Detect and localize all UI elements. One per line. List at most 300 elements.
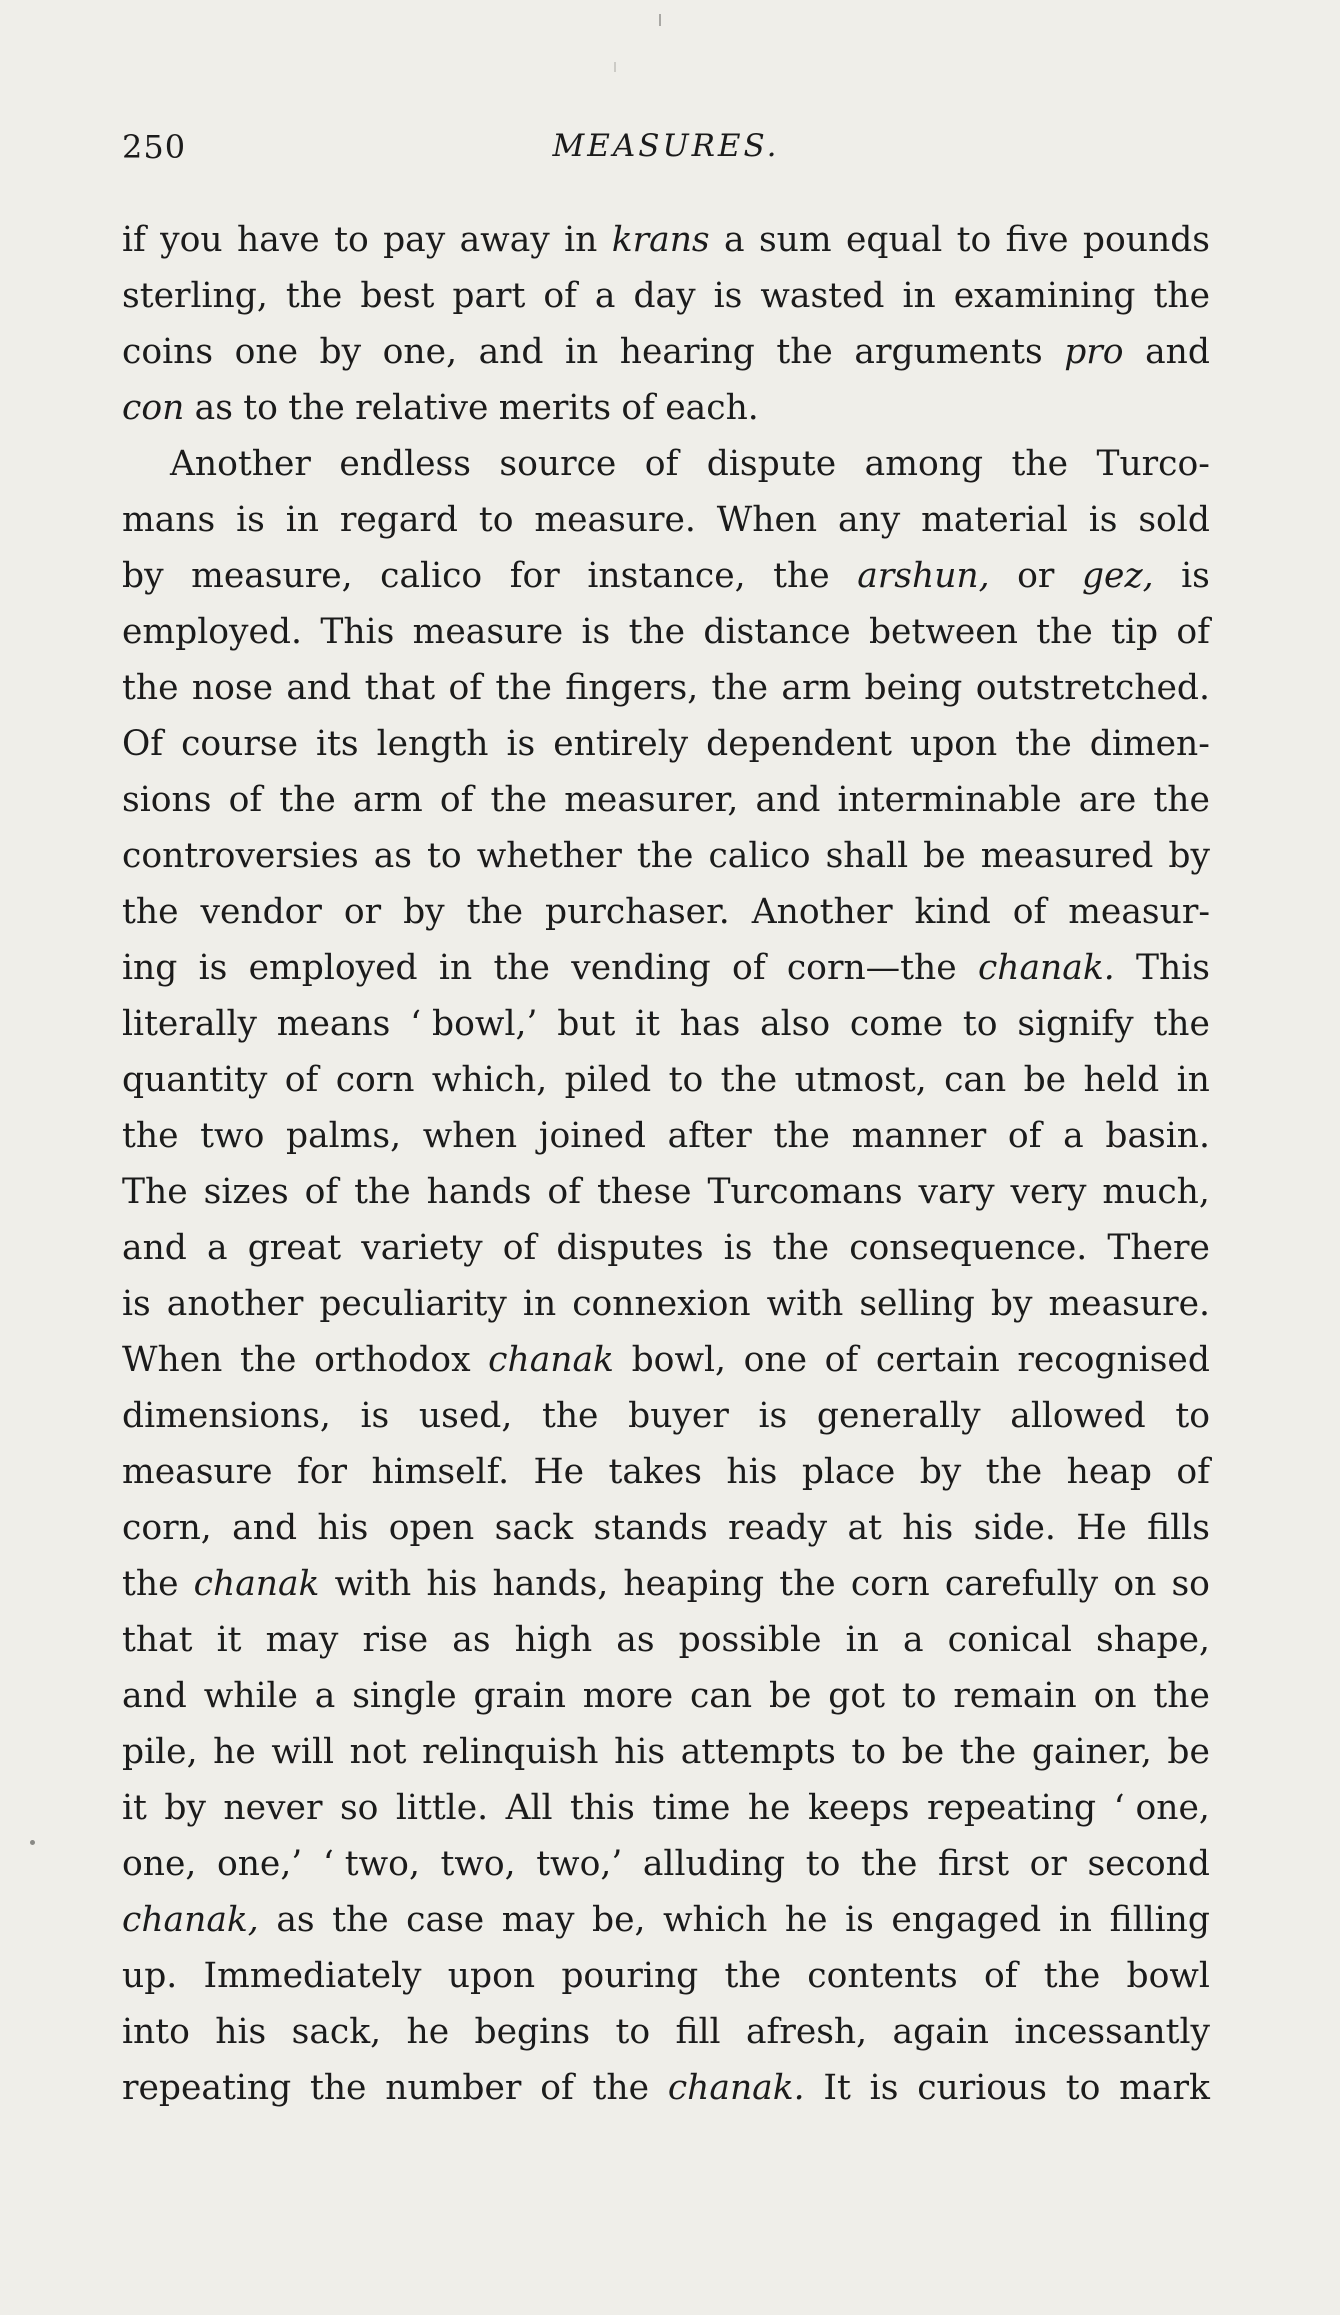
word: ‘ one, [1113,1788,1210,1828]
word: connexion [572,1284,751,1324]
word: a [594,276,616,316]
word: be, [592,1900,646,1940]
word: shall [825,836,909,876]
word: piled [564,1060,652,1100]
word: of [439,780,474,820]
word: may [265,1620,339,1660]
word: or [1029,1844,1067,1884]
text-line [122,1220,1210,1276]
word: another [166,1284,304,1324]
word: place [801,1452,896,1492]
word: case [406,1900,485,1940]
word: a [314,1676,336,1716]
text-line [122,548,1210,604]
word: by [164,1788,206,1828]
word: arguments [854,332,1043,372]
word: calico [708,836,811,876]
text-line [122,212,1210,268]
word: is [845,1900,874,1940]
italic-word: chanak. [667,2068,805,2108]
word: it [122,1788,147,1828]
word: shape, [1096,1620,1210,1660]
word: held [1083,1060,1160,1100]
word: variety [361,1228,483,1268]
text-line [122,1276,1210,1332]
word: and [478,332,544,372]
text-line [122,884,1210,940]
word: a [1063,1116,1084,1156]
word: heap [1066,1452,1152,1492]
word: in [902,276,936,316]
word: second [1087,1844,1210,1884]
word: by [319,332,362,372]
word: of [732,948,766,988]
word: of [547,1172,581,1212]
word: at [847,1508,882,1548]
word: of [1012,892,1047,932]
word: All [505,1788,553,1828]
word: in [285,500,319,540]
word: heaping [623,1564,765,1604]
word: distance [703,612,851,652]
word: to [615,2012,651,2052]
word: ing [122,948,178,988]
text-line [122,1332,1210,1388]
word: hearing [619,332,755,372]
word: the [493,948,550,988]
word: one [743,1340,808,1380]
page-header [122,128,1210,178]
text-line [122,1948,1210,2004]
word: orthodox [314,1340,471,1380]
word: two,’ [536,1844,623,1884]
word: has [679,1004,741,1044]
word: is [198,948,228,988]
word: and [122,1228,187,1268]
word: not [349,1732,407,1772]
word: basin. [1105,1116,1210,1156]
word: the [1011,444,1068,484]
word: ready [728,1508,828,1548]
word: the [592,2068,650,2108]
word: examining [953,276,1136,316]
word: of [1176,612,1210,652]
word: the [332,1900,389,1940]
word: arm [352,780,423,820]
text-line [122,2060,1210,2116]
word: up. [122,1956,178,1996]
word: side. [973,1508,1056,1548]
word: is [1181,556,1210,596]
italic-word: chanak, [122,1900,259,1940]
word: the [279,780,336,820]
word: Turcomans [707,1172,903,1212]
word: one,’ [216,1844,303,1884]
word: sack [494,1508,574,1548]
word: if [122,220,146,260]
word: corn, [122,1508,212,1548]
word: It [823,2068,851,2108]
word: day [633,276,696,316]
word: to [243,388,278,428]
word: single [352,1676,457,1716]
word: little. [395,1788,489,1828]
word: as [276,1900,315,1940]
word: interminable [837,780,1062,820]
word: is [869,2068,899,2108]
word: with [766,1284,844,1324]
text-line [122,324,1210,380]
word: by [1168,836,1210,876]
word: in [1058,1900,1093,1940]
text-line [122,1892,1210,1948]
word: the [711,668,769,708]
word: much, [1102,1172,1210,1212]
word: He [1076,1508,1127,1548]
text-line [122,436,1210,492]
word: consequence. [849,1228,1088,1268]
italic-word: chanak. [977,948,1115,988]
word: to [427,836,462,876]
text-line [122,1724,1210,1780]
word: for [509,556,560,596]
word: first [937,1844,1010,1884]
word: signify [1017,1004,1134,1044]
word: is [1088,500,1118,540]
word: his [317,1508,369,1548]
word: the [1043,1956,1101,1996]
word: used, [418,1396,513,1436]
word: keeps [807,1788,910,1828]
text-line [122,660,1210,716]
word: you [160,220,223,260]
word: dispute [706,444,837,484]
word: employed. [122,612,302,652]
word: There [1107,1228,1210,1268]
word: literally [122,1004,257,1044]
word: in [564,220,598,260]
margin-speck [30,1840,35,1845]
word: measur- [1068,892,1210,932]
word: to [956,220,992,260]
word: the [541,1396,599,1436]
word: recognised [1017,1340,1210,1380]
word: it [635,1004,661,1044]
word: fill [675,2012,721,2052]
word: measure [412,612,564,652]
word: filling [1109,1900,1210,1940]
word: being [864,668,963,708]
word: his [426,1564,478,1604]
word: this [570,1788,635,1828]
word: the [285,276,343,316]
word: utmost, [794,1060,927,1100]
word: have [237,220,320,260]
word: any [837,500,901,540]
text-line [122,940,1210,996]
word: sack, [291,2012,382,2052]
word: while [203,1676,298,1716]
word: peculiarity [319,1284,507,1324]
word: equal [845,220,943,260]
scan-mark-upper [614,62,616,72]
word: measure [122,1452,273,1492]
word: he [747,1788,791,1828]
scan-mark-top [659,14,661,26]
word: is [723,1228,753,1268]
word: relative [355,388,489,428]
word: is [360,1396,390,1436]
text-line [122,380,1210,436]
word: his [215,2012,267,2052]
word: away [459,220,550,260]
word: the [1153,276,1210,316]
word: measure. [1048,1284,1210,1324]
italic-word: arshun, [857,556,990,596]
word: Another [170,444,311,484]
word: grain [473,1676,566,1716]
word: corn—the [786,948,957,988]
word: the [1036,612,1093,652]
word: pile, [122,1732,198,1772]
italic-word: krans [611,220,710,260]
word: of [644,444,679,484]
word: ‘ two, [322,1844,420,1884]
word: pounds [1082,220,1210,260]
word: wasted [760,276,885,316]
word: it [216,1620,242,1660]
word: certain [875,1340,1000,1380]
word: but [557,1004,616,1044]
word: to [668,1060,704,1100]
word: the [122,892,179,932]
word: pay [383,220,446,260]
word: as [373,836,413,876]
word: into [122,2012,190,2052]
word: in [1176,1060,1210,1100]
word: conical [947,1620,1072,1660]
word: buyer [628,1396,729,1436]
word: remain [953,1676,1077,1716]
word: the [772,1228,830,1268]
word: alluding [642,1844,786,1884]
word: repeating [926,1788,1097,1828]
word: tip [1111,612,1159,652]
word: the [466,892,524,932]
word: disputes [556,1228,704,1268]
word: and [122,1676,187,1716]
word: palms, [286,1116,402,1156]
word: This [1135,948,1210,988]
text-line [122,1108,1210,1164]
word: the [288,388,345,428]
word: fingers, [565,668,699,708]
word: course [181,724,298,764]
word: on [1093,1676,1137,1716]
word: When [122,1340,223,1380]
word: corn [335,1060,415,1100]
word: these [596,1172,692,1212]
word: dependent [706,724,892,764]
word: are [1078,780,1137,820]
word: repeating [122,2068,292,2108]
word: joined [538,1116,647,1156]
word: He [533,1452,585,1492]
word: the [1153,1676,1210,1716]
text-line [122,996,1210,1052]
word: and [232,1508,298,1548]
word: two [200,1116,265,1156]
word: of [1007,1116,1042,1156]
word: Another [751,892,893,932]
word: that [364,668,436,708]
word: the [773,556,830,596]
word: measured [980,836,1154,876]
word: which [663,1900,768,1940]
text-line [122,1556,1210,1612]
word: one, [382,332,458,372]
text-line [122,604,1210,660]
word: dimen- [1089,724,1210,764]
word: and [286,668,352,708]
word: the [628,612,686,652]
word: Of [122,724,164,764]
word: himself. [371,1452,510,1492]
word: after [667,1116,752,1156]
word: be [1023,1060,1067,1100]
word: afresh, [745,2012,868,2052]
word: to [805,1844,841,1884]
word: the [959,1732,1017,1772]
word: by [403,892,445,932]
word: got [828,1676,886,1716]
word: corn [850,1564,930,1604]
word: between [868,612,1018,652]
word: of [502,1228,537,1268]
word: number [385,2068,522,2108]
word: to [962,1004,998,1044]
word: or [1017,556,1055,596]
word: arm [781,668,852,708]
word: endless [339,444,471,484]
word: instance, [587,556,746,596]
word: his [614,1732,666,1772]
word: kind [914,892,991,932]
word: to [478,500,514,540]
word: be [901,1732,945,1772]
text-line [122,716,1210,772]
word: or [343,892,382,932]
word: merits [498,388,612,428]
word: of [543,276,577,316]
text-line [122,1836,1210,1892]
word: may [501,1900,575,1940]
text-line [122,2004,1210,2060]
text-line [122,268,1210,324]
word: quantity [122,1060,268,1100]
word: The [122,1172,188,1212]
italic-word: pro [1064,332,1124,372]
word: When [716,500,818,540]
text-line [122,1500,1210,1556]
word: to [334,220,369,260]
word: measure. [534,500,696,540]
word: sions [122,780,212,820]
page-number: 250 [122,128,187,166]
word: outstretched. [975,668,1210,708]
word: whether [476,836,622,876]
word: when [422,1116,518,1156]
word: hands [426,1172,532,1212]
word: source [499,444,617,484]
word: be [768,1676,812,1716]
word: so [339,1788,379,1828]
word: time [652,1788,731,1828]
word: he [784,1900,828,1940]
word: is [236,500,265,540]
word: upon [447,1956,536,1996]
word: fills [1147,1508,1210,1548]
word: length [376,724,489,764]
word: bowl, [631,1340,726,1380]
word: with [334,1564,412,1604]
word: is [581,612,611,652]
word: the [239,1340,297,1380]
word: of [540,2068,574,2108]
word: material [921,500,1068,540]
word: generally [816,1396,981,1436]
word: as [194,388,233,428]
word: the [636,836,694,876]
word: he [406,2012,450,2052]
word: more [582,1676,674,1716]
word: Turco- [1096,444,1210,484]
word: controversies [122,836,359,876]
word: sum [758,220,832,260]
word: means [276,1004,391,1044]
word: of [621,388,655,428]
text-line [122,1052,1210,1108]
word: a [902,1620,924,1660]
word: of [824,1340,859,1380]
word: pouring [561,1956,699,1996]
word: best [360,276,435,316]
text-line [122,1164,1210,1220]
word: regard [339,500,458,540]
word: measurer, [564,780,739,820]
word: can [944,1060,1007,1100]
word: and [755,780,821,820]
word: of [228,780,263,820]
word: will [271,1732,335,1772]
text-line [122,1388,1210,1444]
word: five [1005,220,1069,260]
word: the [860,1844,918,1884]
word: This [320,612,395,652]
word: which, [431,1060,548,1100]
word: bowl [1126,1956,1210,1996]
word: be [923,836,966,876]
word: great [247,1228,342,1268]
word: the [122,1564,179,1604]
text-line [122,1780,1210,1836]
word: the [1015,724,1072,764]
word: the [495,668,552,708]
word: on [1113,1564,1157,1604]
word: the [1153,780,1210,820]
word: so [1171,1564,1210,1604]
word: the [309,2068,367,2108]
